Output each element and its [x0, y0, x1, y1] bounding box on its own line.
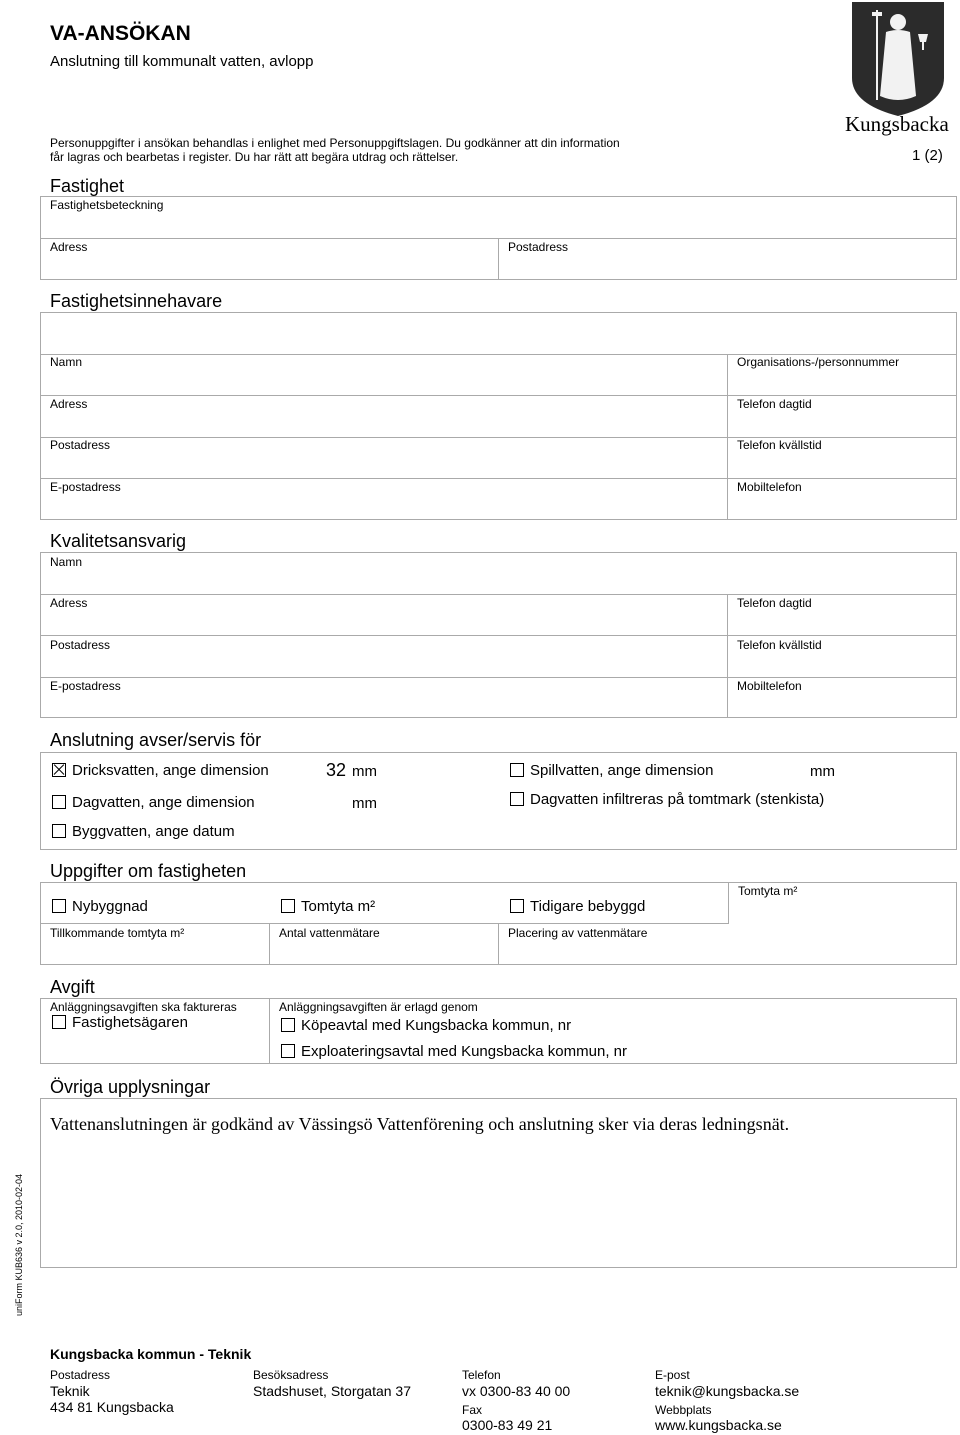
infiltrering-label: Dagvatten infiltreras på tomtmark (stenkista): [530, 791, 825, 808]
label-tillkommande-tomtyta: Tillkommande tomtyta m²: [50, 926, 185, 940]
footer-besoksadress: Stadshuset, Storgatan 37: [253, 1383, 411, 1399]
divider: [727, 594, 728, 718]
dricksvatten-dimension-value[interactable]: 32: [326, 760, 347, 780]
divider: [40, 923, 728, 924]
privacy-notice: [50, 136, 670, 164]
divider: [727, 354, 728, 520]
checkbox-spillvatten[interactable]: [510, 763, 524, 777]
label-antal-vattenmatare: Antal vattenmätare: [279, 926, 380, 940]
label-postadress: Postadress: [508, 240, 569, 254]
tidigare-bebyggd-label: Tidigare bebyggd: [530, 898, 646, 915]
label-adress: Adress: [50, 596, 88, 610]
divider: [498, 923, 499, 965]
option-nybyggnad[interactable]: [52, 898, 148, 915]
divider: [40, 677, 957, 678]
nybyggnad-label: Nybyggnad: [72, 898, 148, 915]
divider: [269, 923, 270, 965]
option-byggvatten[interactable]: [52, 823, 235, 840]
option-infiltrering[interactable]: [510, 791, 824, 808]
option-exploateringsavtal[interactable]: [281, 1043, 627, 1060]
option-fastighetsagaren[interactable]: [52, 1014, 188, 1031]
checkbox-dagvatten[interactable]: [52, 795, 66, 809]
footer-fax: 0300-83 49 21: [462, 1417, 553, 1433]
fastighet-postadress-field[interactable]: [502, 254, 952, 278]
page-number: 1 (2): [912, 147, 943, 164]
section-heading-fastighet: Fastighet: [50, 176, 125, 196]
form-title: VA-ANSÖKAN: [50, 22, 191, 45]
checkbox-dricksvatten[interactable]: [52, 763, 66, 777]
dagvatten-label: Dagvatten, ange dimension: [72, 794, 255, 811]
label-fastighetsbeteckning: Fastighetsbeteckning: [50, 198, 164, 212]
divider: [728, 882, 729, 924]
option-tomtyta[interactable]: [281, 898, 375, 915]
option-dricksvatten[interactable]: [52, 762, 269, 779]
label-adress: Adress: [50, 240, 88, 254]
label-namn: Namn: [50, 355, 83, 369]
label-telefon-dagtid: Telefon dagtid: [737, 596, 812, 610]
checkbox-kopeavtal[interactable]: [281, 1018, 295, 1032]
divider: [40, 635, 957, 636]
checkbox-fastighetsagaren[interactable]: [52, 1015, 66, 1029]
footer-epost-link[interactable]: teknik@kungsbacka.se: [655, 1383, 800, 1399]
footer-organisation: Kungsbacka kommun - Teknik: [50, 1346, 252, 1362]
label-telefon-dagtid: Telefon dagtid: [737, 397, 812, 411]
section-heading-kvalitetsansvarig: Kvalitetsansvarig: [50, 531, 187, 551]
divider: [40, 594, 957, 595]
fastighetsbeteckning-field[interactable]: [44, 212, 953, 236]
label-namn: Namn: [50, 555, 83, 569]
form-subtitle: Anslutning till kommunalt vatten, avlopp: [50, 53, 314, 70]
section-heading-ovriga: Övriga upplysningar: [50, 1077, 211, 1097]
dagvatten-unit: mm: [352, 795, 377, 812]
privacy-line-1: Personuppgifter i ansökan behandlas i enlighet med Personuppgiftslagen. Du godkänner att din information: [50, 136, 620, 150]
label-telefon-kvallstid: Telefon kvällstid: [737, 438, 822, 452]
section-heading-avgift: Avgift: [50, 977, 95, 997]
fastighet-adress-field[interactable]: [44, 254, 494, 278]
divider: [269, 998, 270, 1064]
option-spillvatten[interactable]: [510, 762, 713, 779]
checkbox-infiltrering[interactable]: [510, 792, 524, 806]
label-erlagd-genom: Anläggningsavgiften är erlagd genom: [279, 1000, 478, 1014]
divider: [40, 395, 957, 396]
spillvatten-label: Spillvatten, ange dimension: [530, 762, 714, 779]
dricksvatten-unit: mm: [352, 763, 377, 780]
option-dagvatten[interactable]: [52, 794, 255, 811]
footer-postadress-line2: 434 81 Kungsbacka: [50, 1399, 174, 1415]
ovriga-upplysningar-text: Vattenanslutningen är godkänd av Vässingsö Vattenförening och anslutning sker via deras ledningsnät.: [50, 1114, 790, 1134]
section-heading-fastighetsinnehavare: Fastighetsinnehavare: [50, 291, 223, 311]
footer-telefon-label: Telefon: [462, 1368, 501, 1382]
section-heading-uppgifter: Uppgifter om fastigheten: [50, 861, 247, 881]
checkbox-exploateringsavtal[interactable]: [281, 1044, 295, 1058]
label-postadress: Postadress: [50, 438, 111, 452]
footer-epost-label: E-post: [655, 1368, 690, 1382]
tomtyta-option-label: Tomtyta m²: [301, 898, 376, 915]
checkbox-tidigare-bebyggd[interactable]: [510, 899, 524, 913]
section-heading-anslutning: Anslutning avser/servis för: [50, 730, 262, 750]
kopeavtal-label: Köpeavtal med Kungsbacka kommun, nr: [301, 1017, 572, 1034]
label-orgnr: Organisations-/personnummer: [737, 355, 900, 369]
label-mobiltelefon: Mobiltelefon: [737, 480, 802, 494]
logo-wordmark: Kungsbacka: [845, 112, 949, 136]
innehavare-extra-field[interactable]: [44, 316, 953, 352]
checkbox-nybyggnad[interactable]: [52, 899, 66, 913]
label-tomtyta: Tomtyta m²: [738, 884, 798, 898]
label-adress: Adress: [50, 397, 88, 411]
form-version-sidetext: uniForm KUB636 v 2.0, 2010-02-04: [14, 1173, 25, 1317]
privacy-line-2: får lagras och bearbetas i register. Du har rätt att begära utdrag och rättelser.: [50, 150, 459, 164]
option-kopeavtal[interactable]: [281, 1017, 571, 1034]
footer-postadress-label: Postadress: [50, 1368, 111, 1382]
checkbox-tomtyta[interactable]: [281, 899, 295, 913]
footer-webbplats-label: Webbplats: [655, 1403, 712, 1417]
footer-fax-label: Fax: [462, 1403, 483, 1417]
footer-postadress-line1: Teknik: [50, 1383, 90, 1399]
dricksvatten-label: Dricksvatten, ange dimension: [72, 762, 269, 779]
footer-webbplats-link[interactable]: www.kungsbacka.se: [655, 1417, 782, 1433]
label-placering-vattenmatare: Placering av vattenmätare: [508, 926, 648, 940]
fastighetsagaren-label: Fastighetsägaren: [72, 1014, 188, 1031]
divider: [498, 238, 499, 280]
label-faktureras: Anläggningsavgiften ska faktureras: [50, 1000, 237, 1014]
footer-telefon: vx 0300-83 40 00: [462, 1383, 571, 1399]
label-epostadress: E-postadress: [50, 679, 121, 693]
divider: [40, 478, 957, 479]
byggvatten-label: Byggvatten, ange datum: [72, 823, 235, 840]
exploateringsavtal-label: Exploateringsavtal med Kungsbacka kommun, nr: [301, 1043, 628, 1060]
spillvatten-unit: mm: [810, 763, 835, 780]
label-mobiltelefon: Mobiltelefon: [737, 679, 802, 693]
label-epostadress: E-postadress: [50, 480, 121, 494]
checkbox-byggvatten[interactable]: [52, 824, 66, 838]
footer-besoksadress-label: Besöksadress: [253, 1368, 329, 1382]
label-postadress: Postadress: [50, 638, 111, 652]
option-tidigare-bebyggd[interactable]: [510, 898, 645, 915]
label-telefon-kvallstid: Telefon kvällstid: [737, 638, 822, 652]
